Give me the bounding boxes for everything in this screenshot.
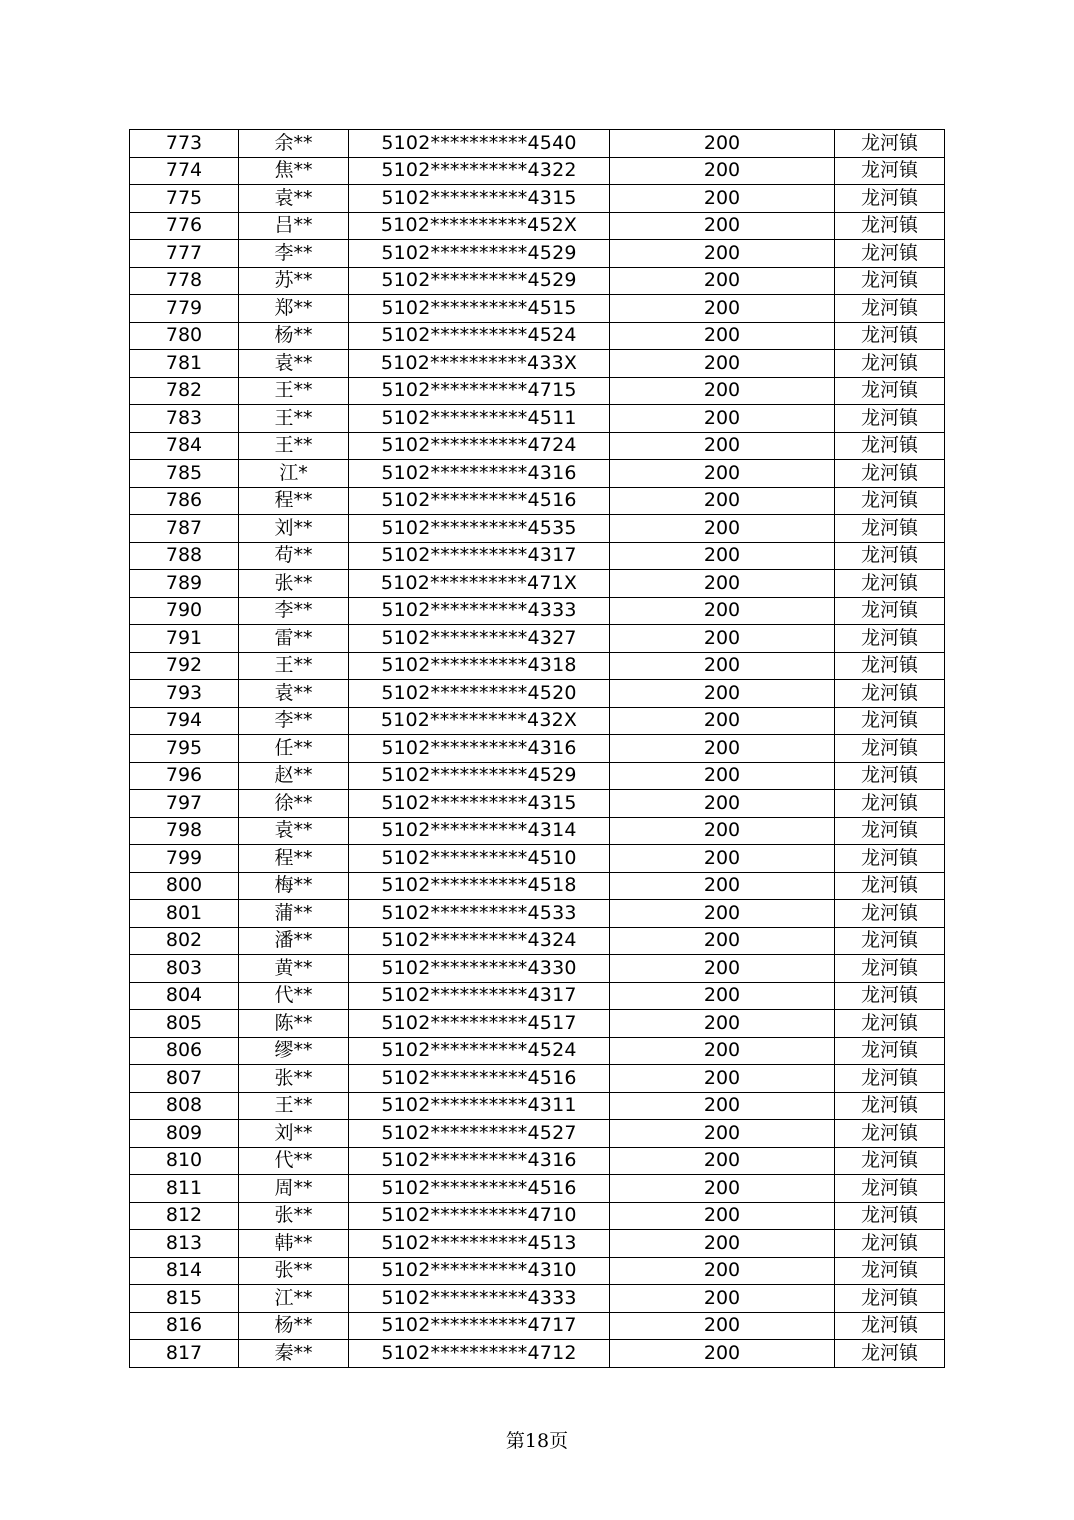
cell-name: 代**: [239, 982, 349, 1010]
cell-name: 李**: [239, 597, 349, 625]
cell-serial-number: 803: [130, 955, 239, 983]
cell-town: 龙河镇: [835, 460, 945, 488]
cell-town: 龙河镇: [835, 487, 945, 515]
cell-town: 龙河镇: [835, 405, 945, 433]
cell-serial-number: 813: [130, 1230, 239, 1258]
cell-name: 江**: [239, 1285, 349, 1313]
cell-id-number: 5102**********4724: [349, 432, 610, 460]
table-row: [130, 845, 945, 873]
cell-serial-number: 795: [130, 735, 239, 763]
cell-amount: 200: [610, 240, 835, 268]
cell-town: 龙河镇: [835, 680, 945, 708]
cell-town: 龙河镇: [835, 377, 945, 405]
cell-town: 龙河镇: [835, 322, 945, 350]
cell-amount: 200: [610, 542, 835, 570]
cell-town: 龙河镇: [835, 790, 945, 818]
cell-town: 龙河镇: [835, 707, 945, 735]
cell-id-number: 5102**********4518: [349, 872, 610, 900]
table-row: [130, 350, 945, 378]
cell-town: 龙河镇: [835, 762, 945, 790]
cell-serial-number: 781: [130, 350, 239, 378]
cell-serial-number: 794: [130, 707, 239, 735]
cell-name: 张**: [239, 1202, 349, 1230]
cell-name: 李**: [239, 240, 349, 268]
table-row: [130, 707, 945, 735]
cell-amount: 200: [610, 1202, 835, 1230]
cell-amount: 200: [610, 322, 835, 350]
cell-name: 秦**: [239, 1340, 349, 1368]
table-row: [130, 542, 945, 570]
cell-town: 龙河镇: [835, 1202, 945, 1230]
cell-town: 龙河镇: [835, 432, 945, 460]
cell-serial-number: 778: [130, 267, 239, 295]
cell-serial-number: 806: [130, 1037, 239, 1065]
cell-name: 程**: [239, 845, 349, 873]
cell-amount: 200: [610, 900, 835, 928]
cell-amount: 200: [610, 350, 835, 378]
table-row: [130, 130, 945, 158]
cell-town: 龙河镇: [835, 597, 945, 625]
cell-amount: 200: [610, 515, 835, 543]
cell-id-number: 5102**********4316: [349, 735, 610, 763]
cell-amount: 200: [610, 1120, 835, 1148]
cell-town: 龙河镇: [835, 1120, 945, 1148]
table-row: [130, 817, 945, 845]
table-row: [130, 982, 945, 1010]
table-row: [130, 1340, 945, 1368]
cell-town: 龙河镇: [835, 267, 945, 295]
table-row: [130, 1202, 945, 1230]
cell-name: 苟**: [239, 542, 349, 570]
table-row: [130, 570, 945, 598]
cell-serial-number: 776: [130, 212, 239, 240]
cell-serial-number: 777: [130, 240, 239, 268]
cell-amount: 200: [610, 845, 835, 873]
cell-town: 龙河镇: [835, 212, 945, 240]
cell-name: 王**: [239, 405, 349, 433]
cell-serial-number: 810: [130, 1147, 239, 1175]
cell-serial-number: 817: [130, 1340, 239, 1368]
cell-serial-number: 797: [130, 790, 239, 818]
cell-serial-number: 785: [130, 460, 239, 488]
cell-amount: 200: [610, 1230, 835, 1258]
cell-serial-number: 816: [130, 1312, 239, 1340]
cell-amount: 200: [610, 1037, 835, 1065]
cell-name: 梅**: [239, 872, 349, 900]
cell-amount: 200: [610, 625, 835, 653]
cell-town: 龙河镇: [835, 735, 945, 763]
cell-amount: 200: [610, 982, 835, 1010]
cell-name: 张**: [239, 1065, 349, 1093]
cell-serial-number: 812: [130, 1202, 239, 1230]
cell-id-number: 5102**********4315: [349, 185, 610, 213]
cell-serial-number: 796: [130, 762, 239, 790]
cell-amount: 200: [610, 1285, 835, 1313]
cell-amount: 200: [610, 1340, 835, 1368]
table-row: [130, 460, 945, 488]
cell-name: 任**: [239, 735, 349, 763]
table-row: [130, 1092, 945, 1120]
table-row: [130, 487, 945, 515]
cell-name: 程**: [239, 487, 349, 515]
cell-serial-number: 814: [130, 1257, 239, 1285]
table-row: [130, 1037, 945, 1065]
cell-name: 韩**: [239, 1230, 349, 1258]
cell-town: 龙河镇: [835, 1312, 945, 1340]
records-table-body: [130, 130, 945, 1368]
cell-id-number: 5102**********4330: [349, 955, 610, 983]
cell-town: 龙河镇: [835, 1010, 945, 1038]
table-row: [130, 625, 945, 653]
cell-id-number: 5102**********4524: [349, 1037, 610, 1065]
cell-town: 龙河镇: [835, 927, 945, 955]
table-row: [130, 212, 945, 240]
table-row: [130, 185, 945, 213]
cell-town: 龙河镇: [835, 982, 945, 1010]
cell-id-number: 5102**********4535: [349, 515, 610, 543]
cell-serial-number: 793: [130, 680, 239, 708]
table-row: [130, 377, 945, 405]
table-row: [130, 1312, 945, 1340]
cell-name: 刘**: [239, 1120, 349, 1148]
cell-name: 雷**: [239, 625, 349, 653]
cell-id-number: 5102**********452X: [349, 212, 610, 240]
cell-id-number: 5102**********4529: [349, 762, 610, 790]
cell-name: 王**: [239, 377, 349, 405]
cell-serial-number: 792: [130, 652, 239, 680]
cell-name: 余**: [239, 130, 349, 158]
cell-amount: 200: [610, 460, 835, 488]
table-row: [130, 1065, 945, 1093]
cell-name: 袁**: [239, 350, 349, 378]
cell-town: 龙河镇: [835, 845, 945, 873]
cell-id-number: 5102**********4516: [349, 1175, 610, 1203]
cell-amount: 200: [610, 1065, 835, 1093]
cell-name: 黄**: [239, 955, 349, 983]
cell-amount: 200: [610, 1312, 835, 1340]
table-row: [130, 295, 945, 323]
cell-amount: 200: [610, 1010, 835, 1038]
cell-id-number: 5102**********433X: [349, 350, 610, 378]
cell-town: 龙河镇: [835, 130, 945, 158]
cell-id-number: 5102**********4318: [349, 652, 610, 680]
table-row: [130, 267, 945, 295]
cell-serial-number: 805: [130, 1010, 239, 1038]
cell-name: 代**: [239, 1147, 349, 1175]
cell-amount: 200: [610, 432, 835, 460]
cell-amount: 200: [610, 707, 835, 735]
cell-name: 张**: [239, 1257, 349, 1285]
cell-id-number: 5102**********4712: [349, 1340, 610, 1368]
cell-amount: 200: [610, 267, 835, 295]
cell-id-number: 5102**********4717: [349, 1312, 610, 1340]
cell-serial-number: 775: [130, 185, 239, 213]
cell-id-number: 5102**********4516: [349, 1065, 610, 1093]
cell-town: 龙河镇: [835, 1257, 945, 1285]
cell-serial-number: 783: [130, 405, 239, 433]
cell-serial-number: 782: [130, 377, 239, 405]
cell-town: 龙河镇: [835, 350, 945, 378]
cell-town: 龙河镇: [835, 1340, 945, 1368]
cell-town: 龙河镇: [835, 570, 945, 598]
table-row: [130, 1010, 945, 1038]
cell-town: 龙河镇: [835, 542, 945, 570]
cell-name: 苏**: [239, 267, 349, 295]
cell-id-number: 5102**********4517: [349, 1010, 610, 1038]
cell-serial-number: 789: [130, 570, 239, 598]
table-row: [130, 790, 945, 818]
cell-town: 龙河镇: [835, 625, 945, 653]
cell-amount: 200: [610, 652, 835, 680]
cell-id-number: 5102**********4529: [349, 267, 610, 295]
cell-serial-number: 807: [130, 1065, 239, 1093]
cell-name: 蒲**: [239, 900, 349, 928]
cell-amount: 200: [610, 1147, 835, 1175]
cell-id-number: 5102**********4511: [349, 405, 610, 433]
cell-name: 吕**: [239, 212, 349, 240]
cell-amount: 200: [610, 790, 835, 818]
cell-serial-number: 790: [130, 597, 239, 625]
cell-amount: 200: [610, 680, 835, 708]
cell-id-number: 5102**********4314: [349, 817, 610, 845]
cell-id-number: 5102**********4540: [349, 130, 610, 158]
cell-name: 陈**: [239, 1010, 349, 1038]
cell-town: 龙河镇: [835, 652, 945, 680]
cell-name: 王**: [239, 652, 349, 680]
cell-name: 袁**: [239, 680, 349, 708]
cell-id-number: 5102**********4315: [349, 790, 610, 818]
cell-serial-number: 791: [130, 625, 239, 653]
cell-id-number: 5102**********4322: [349, 157, 610, 185]
cell-id-number: 5102**********4333: [349, 1285, 610, 1313]
cell-serial-number: 815: [130, 1285, 239, 1313]
cell-id-number: 5102**********4533: [349, 900, 610, 928]
table-row: [130, 240, 945, 268]
cell-id-number: 5102**********4516: [349, 487, 610, 515]
cell-id-number: 5102**********4710: [349, 1202, 610, 1230]
table-row: [130, 157, 945, 185]
table-row: [130, 762, 945, 790]
table-row: [130, 432, 945, 460]
cell-serial-number: 786: [130, 487, 239, 515]
cell-name: 赵**: [239, 762, 349, 790]
cell-serial-number: 779: [130, 295, 239, 323]
cell-town: 龙河镇: [835, 1230, 945, 1258]
cell-amount: 200: [610, 157, 835, 185]
cell-id-number: 5102**********4513: [349, 1230, 610, 1258]
cell-town: 龙河镇: [835, 515, 945, 543]
cell-id-number: 5102**********4311: [349, 1092, 610, 1120]
cell-name: 潘**: [239, 927, 349, 955]
cell-town: 龙河镇: [835, 1175, 945, 1203]
cell-id-number: 5102**********4715: [349, 377, 610, 405]
cell-amount: 200: [610, 927, 835, 955]
table-row: [130, 680, 945, 708]
cell-amount: 200: [610, 955, 835, 983]
table-row: [130, 1147, 945, 1175]
cell-town: 龙河镇: [835, 185, 945, 213]
cell-serial-number: 804: [130, 982, 239, 1010]
cell-town: 龙河镇: [835, 955, 945, 983]
cell-amount: 200: [610, 570, 835, 598]
cell-amount: 200: [610, 872, 835, 900]
records-table: [129, 129, 945, 1368]
cell-amount: 200: [610, 1175, 835, 1203]
cell-town: 龙河镇: [835, 1285, 945, 1313]
table-row: [130, 1175, 945, 1203]
cell-serial-number: 798: [130, 817, 239, 845]
table-row: [130, 1230, 945, 1258]
cell-amount: 200: [610, 377, 835, 405]
table-row: [130, 872, 945, 900]
cell-serial-number: 784: [130, 432, 239, 460]
cell-amount: 200: [610, 762, 835, 790]
cell-amount: 200: [610, 1092, 835, 1120]
cell-town: 龙河镇: [835, 157, 945, 185]
cell-serial-number: 799: [130, 845, 239, 873]
cell-id-number: 5102**********4510: [349, 845, 610, 873]
cell-name: 郑**: [239, 295, 349, 323]
cell-amount: 200: [610, 212, 835, 240]
cell-serial-number: 809: [130, 1120, 239, 1148]
table-row: [130, 515, 945, 543]
cell-name: 徐**: [239, 790, 349, 818]
cell-amount: 200: [610, 487, 835, 515]
cell-amount: 200: [610, 185, 835, 213]
cell-serial-number: 800: [130, 872, 239, 900]
cell-serial-number: 773: [130, 130, 239, 158]
table-row: [130, 1120, 945, 1148]
cell-name: 王**: [239, 1092, 349, 1120]
cell-town: 龙河镇: [835, 1065, 945, 1093]
table-row: [130, 955, 945, 983]
table-row: [130, 1257, 945, 1285]
cell-name: 王**: [239, 432, 349, 460]
cell-name: 刘**: [239, 515, 349, 543]
cell-serial-number: 801: [130, 900, 239, 928]
cell-serial-number: 802: [130, 927, 239, 955]
cell-amount: 200: [610, 295, 835, 323]
table-row: [130, 927, 945, 955]
table-row: [130, 322, 945, 350]
cell-serial-number: 811: [130, 1175, 239, 1203]
cell-id-number: 5102**********4324: [349, 927, 610, 955]
cell-serial-number: 774: [130, 157, 239, 185]
cell-amount: 200: [610, 130, 835, 158]
cell-id-number: 5102**********4316: [349, 460, 610, 488]
cell-id-number: 5102**********471X: [349, 570, 610, 598]
cell-serial-number: 787: [130, 515, 239, 543]
cell-town: 龙河镇: [835, 1092, 945, 1120]
table-row: [130, 1285, 945, 1313]
cell-amount: 200: [610, 597, 835, 625]
cell-name: 缪**: [239, 1037, 349, 1065]
cell-id-number: 5102**********4520: [349, 680, 610, 708]
cell-id-number: 5102**********4524: [349, 322, 610, 350]
cell-id-number: 5102**********4515: [349, 295, 610, 323]
cell-town: 龙河镇: [835, 900, 945, 928]
cell-name: 袁**: [239, 817, 349, 845]
cell-id-number: 5102**********4527: [349, 1120, 610, 1148]
cell-name: 杨**: [239, 322, 349, 350]
cell-name: 杨**: [239, 1312, 349, 1340]
cell-name: 张**: [239, 570, 349, 598]
cell-serial-number: 808: [130, 1092, 239, 1120]
cell-name: 江*: [239, 460, 349, 488]
cell-id-number: 5102**********4317: [349, 982, 610, 1010]
cell-town: 龙河镇: [835, 817, 945, 845]
cell-town: 龙河镇: [835, 872, 945, 900]
cell-town: 龙河镇: [835, 240, 945, 268]
cell-id-number: 5102**********4317: [349, 542, 610, 570]
cell-amount: 200: [610, 405, 835, 433]
table-row: [130, 900, 945, 928]
cell-town: 龙河镇: [835, 1147, 945, 1175]
cell-name: 袁**: [239, 185, 349, 213]
cell-name: 周**: [239, 1175, 349, 1203]
cell-amount: 200: [610, 1257, 835, 1285]
cell-id-number: 5102**********4333: [349, 597, 610, 625]
cell-id-number: 5102**********4327: [349, 625, 610, 653]
cell-id-number: 5102**********4310: [349, 1257, 610, 1285]
cell-name: 李**: [239, 707, 349, 735]
table-row: [130, 405, 945, 433]
table-row: [130, 735, 945, 763]
cell-id-number: 5102**********4529: [349, 240, 610, 268]
cell-town: 龙河镇: [835, 295, 945, 323]
cell-town: 龙河镇: [835, 1037, 945, 1065]
cell-id-number: 5102**********432X: [349, 707, 610, 735]
cell-serial-number: 788: [130, 542, 239, 570]
cell-serial-number: 780: [130, 322, 239, 350]
cell-name: 焦**: [239, 157, 349, 185]
cell-amount: 200: [610, 817, 835, 845]
cell-id-number: 5102**********4316: [349, 1147, 610, 1175]
cell-amount: 200: [610, 735, 835, 763]
page-number: 第18页: [505, 1430, 569, 1452]
table-row: [130, 652, 945, 680]
table-row: [130, 597, 945, 625]
